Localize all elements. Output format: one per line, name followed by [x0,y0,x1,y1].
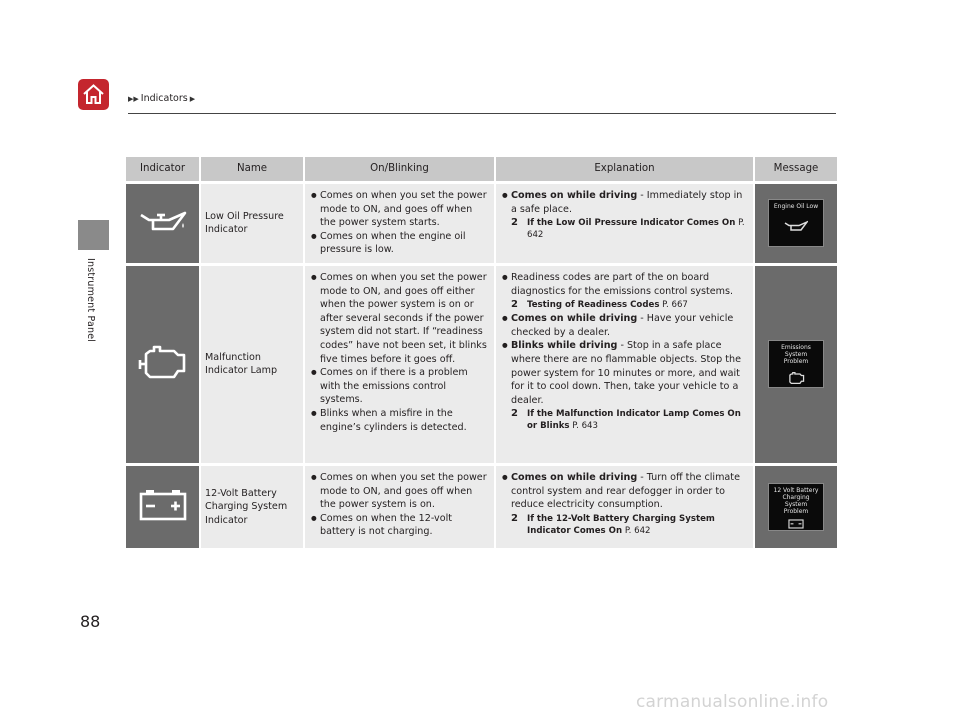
list-item: ● Comes on when you set the power mode to ON, and goes off when the power system is on. [311,471,490,512]
battery-icon [138,488,188,522]
indicator-cell [126,263,201,463]
home-icon [81,82,106,107]
message-cell [755,263,837,463]
reference-title: If the Malfunction Indicator Lamp Comes On or Blinks [527,409,741,432]
list-item: ● Comes on when the engine oil pressure is low. [311,230,490,257]
indicator-cell [126,463,201,548]
list-item: ● Comes on when the 12-volt battery is not charging. [311,512,490,539]
breadcrumb-indicators-link[interactable]: Indicators [140,93,188,104]
cross-reference-link[interactable] [511,513,749,537]
breadcrumb [128,93,195,104]
table-header [126,157,837,181]
bold-text: Comes on while driving [511,313,638,325]
explanation-text: - Turn off the climate control system and rear defogger in order to reduce electricity consumption. [511,471,740,511]
table-row [126,263,837,463]
on-blinking-cell [305,263,496,463]
engine-icon [787,371,805,385]
on-blinking-cell [305,181,496,263]
sidebar-label: Instrument Panel [85,258,96,343]
explanation-text: - Have your vehicle checked by a dealer. [511,313,734,338]
column-header: Indicator [126,157,201,181]
message-display [768,483,824,531]
bold-text: Comes on while driving [511,471,638,483]
list-item [502,339,749,432]
on-blinking-cell [305,463,496,548]
table-row [126,463,837,548]
chevron-right-icon: ▶ [189,94,196,103]
explanation-text: Readiness codes are part of the on board diagnostics for the emissions control systems. [511,271,734,297]
list-item: ● Comes on when you set the power mode to ON, and goes off either when the power system is on or after several seconds if the power system did not start. If “readiness codes” have not been set, it blinks five times before it goes off. [311,271,490,366]
bold-text: Blinks while driving [511,340,618,352]
reference-page: P. 642 [527,218,745,241]
column-header: Name [201,157,305,181]
reference-page: P. 643 [572,421,598,432]
table-row [126,181,837,263]
cross-reference-link[interactable] [511,408,749,432]
explanation-text: - Stop in a safe place where there are no flammable objects. Stop the power system for 10 minutes or more, and wait for it to cool down. Then, take your vehicle to a dealer. [511,340,741,406]
list-item [502,312,749,339]
list-item [502,189,749,241]
watermark: carmanualsonline.info [636,692,829,712]
message-display [768,340,824,388]
header-divider [128,113,836,114]
explanation-cell [496,263,755,463]
page-number: 88 [80,612,101,631]
reference-icon: 2 [511,512,518,524]
message-text: Engine Oil Low [773,203,819,211]
home-button[interactable] [78,79,109,110]
indicator-name: 12-Volt Battery Charging System Indicator [201,463,305,548]
reference-title: If the Low Oil Pressure Indicator Comes On [527,218,736,229]
reference-page: P. 642 [624,525,651,536]
list-item [502,471,749,537]
reference-icon: 2 [511,408,518,420]
list-item: ● Blinks when a misfire in the engine’s cylinders is detected. [311,407,490,434]
indicator-table [126,157,837,548]
reference-icon: 2 [511,217,518,229]
chevron-right-icon: ▶▶ [128,94,139,103]
reference-title: If the 12-Volt Battery Charging System Indicator Comes On [527,513,715,536]
list-item: ● Comes on when you set the power mode to ON, and goes off when the power system starts. [311,189,490,230]
reference-page: P. 667 [662,300,688,311]
battery-icon [788,518,804,529]
explanation-cell [496,181,755,263]
explanation-cell [496,463,755,548]
indicator-name: Low Oil Pressure Indicator [201,181,305,263]
message-display [768,199,824,247]
message-cell [755,181,837,263]
message-cell [755,463,837,548]
bold-text: Comes on while driving [511,190,638,201]
cross-reference-link[interactable] [511,217,749,241]
explanation-text: - Immediately stop in a safe place. [511,190,743,215]
oil-can-icon [139,209,187,233]
column-header: On/Blinking [305,157,496,181]
list-item [502,271,749,311]
column-header: Message [755,157,837,181]
reference-icon: 2 [511,299,518,311]
list-item: ● Comes on if there is a problem with the emissions control systems. [311,366,490,407]
message-text: Emissions System Problem [781,344,811,366]
sidebar-tab [78,220,109,250]
column-header: Explanation [496,157,755,181]
indicator-name: Malfunction Indicator Lamp [201,263,305,463]
indicator-cell [126,181,201,263]
engine-icon [138,343,188,381]
message-text: 12 Volt Battery Charging System Problem [773,486,819,515]
cross-reference-link[interactable] [511,299,749,311]
oil-can-icon [784,220,808,232]
reference-title: Testing of Readiness Codes [527,300,660,311]
